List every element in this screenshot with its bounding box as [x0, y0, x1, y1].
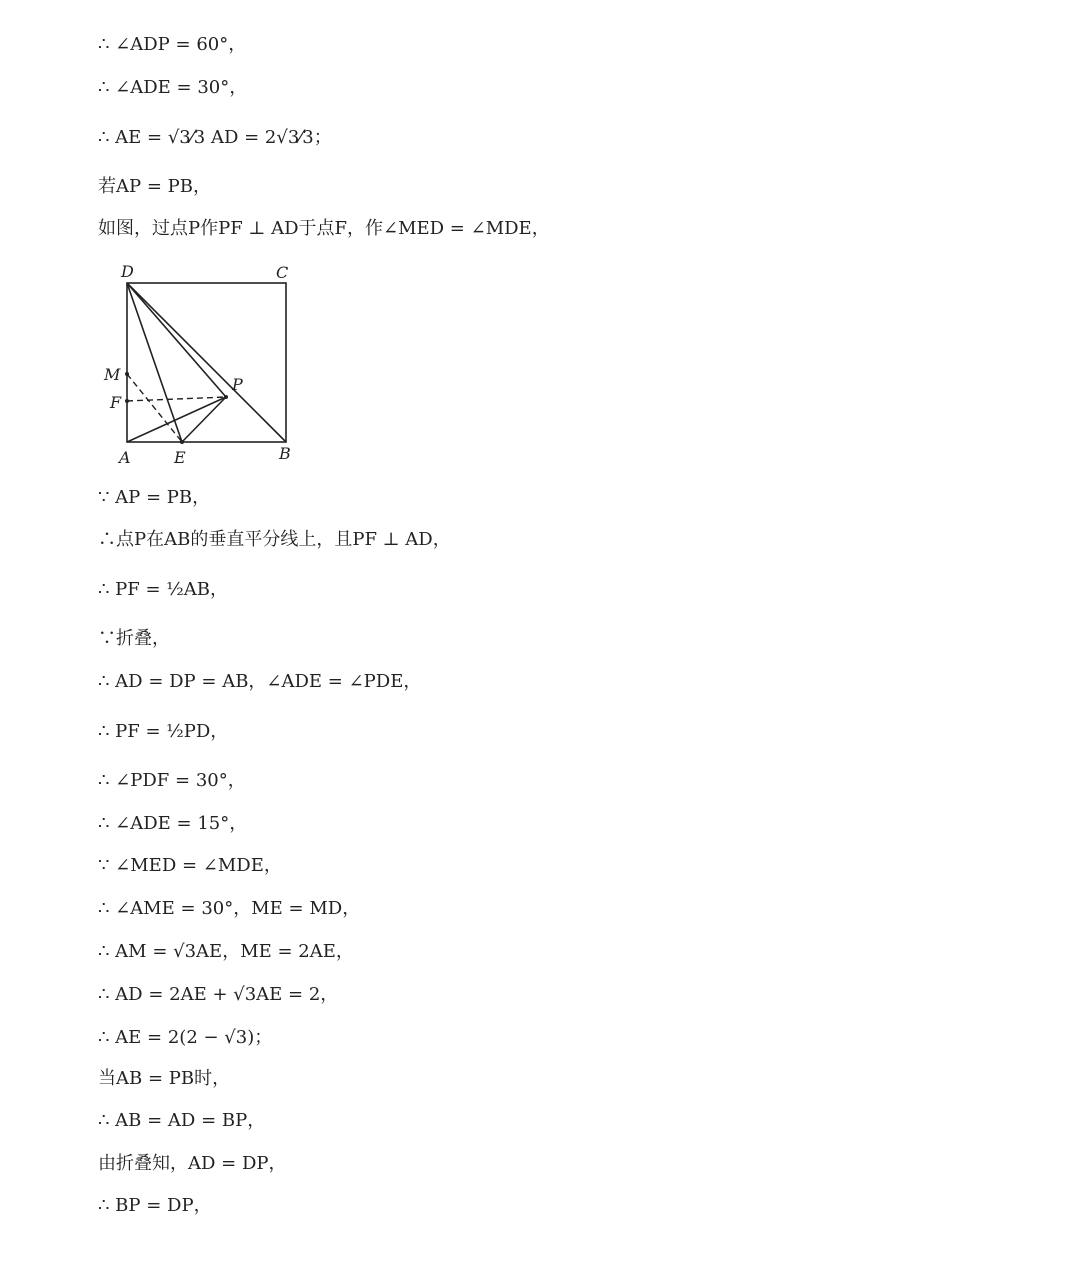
point-m: [125, 372, 129, 376]
line-21: 由折叠知，AD = DP，: [98, 1153, 287, 1174]
label-m: M: [104, 365, 121, 384]
line-16: ∴ AM = √3AE，ME = 2AE，: [98, 941, 354, 962]
geometry-figure: [98, 258, 313, 473]
line-12: ∴ ∠PDF = 30°，: [98, 770, 246, 791]
line-1: ∴ ∠ADP = 60°，: [98, 34, 247, 55]
point-f: [125, 399, 129, 403]
label-c: C: [276, 263, 289, 282]
point-e: [180, 440, 184, 444]
square-fold-diagram: [98, 258, 313, 473]
line-3: ∴ AE = √3⁄3 AD = 2√3⁄3；: [98, 127, 332, 148]
line-6: ∵ AP = PB，: [98, 487, 211, 508]
segment-ep: [182, 397, 226, 442]
label-a: A: [119, 448, 131, 467]
label-f: F: [110, 393, 122, 412]
line-7: ∴点P在AB的垂直平分线上，且PF ⊥ AD，: [98, 529, 451, 550]
segment-dp: [127, 283, 226, 397]
line-14: ∵ ∠MED = ∠MDE，: [98, 855, 282, 876]
line-11: ∴ PF = ½PD，: [98, 721, 229, 742]
segment-me-dashed: [127, 374, 182, 442]
label-e: E: [174, 448, 186, 467]
segment-pf-dashed: [127, 397, 226, 401]
line-18: ∴ AE = 2(2 − √3)；: [98, 1027, 273, 1048]
line-13: ∴ ∠ADE = 15°，: [98, 813, 248, 834]
line-17: ∴ AD = 2AE + √3AE = 2，: [98, 984, 339, 1005]
line-15: ∴ ∠AME = 30°，ME = MD，: [98, 898, 361, 919]
line-10: ∴ AD = DP = AB，∠ADE = ∠PDE，: [98, 671, 422, 692]
line-5: 如图，过点P作PF ⊥ AD于点F，作∠MED = ∠MDE，: [98, 218, 550, 239]
line-22: ∴ BP = DP，: [98, 1195, 212, 1216]
label-p: P: [232, 375, 243, 394]
segment-de: [127, 283, 182, 442]
line-8: ∴ PF = ½AB，: [98, 579, 228, 600]
line-19: 当AB = PB时，: [98, 1068, 231, 1089]
point-p: [224, 395, 228, 399]
segment-db: [127, 283, 286, 442]
segment-ap: [127, 397, 226, 442]
line-4: 若AP = PB，: [98, 176, 211, 197]
label-b: B: [279, 444, 291, 463]
line-9: ∵折叠，: [98, 628, 170, 649]
label-d: D: [121, 262, 134, 281]
line-20: ∴ AB = AD = BP，: [98, 1110, 266, 1131]
line-2: ∴ ∠ADE = 30°，: [98, 77, 248, 98]
